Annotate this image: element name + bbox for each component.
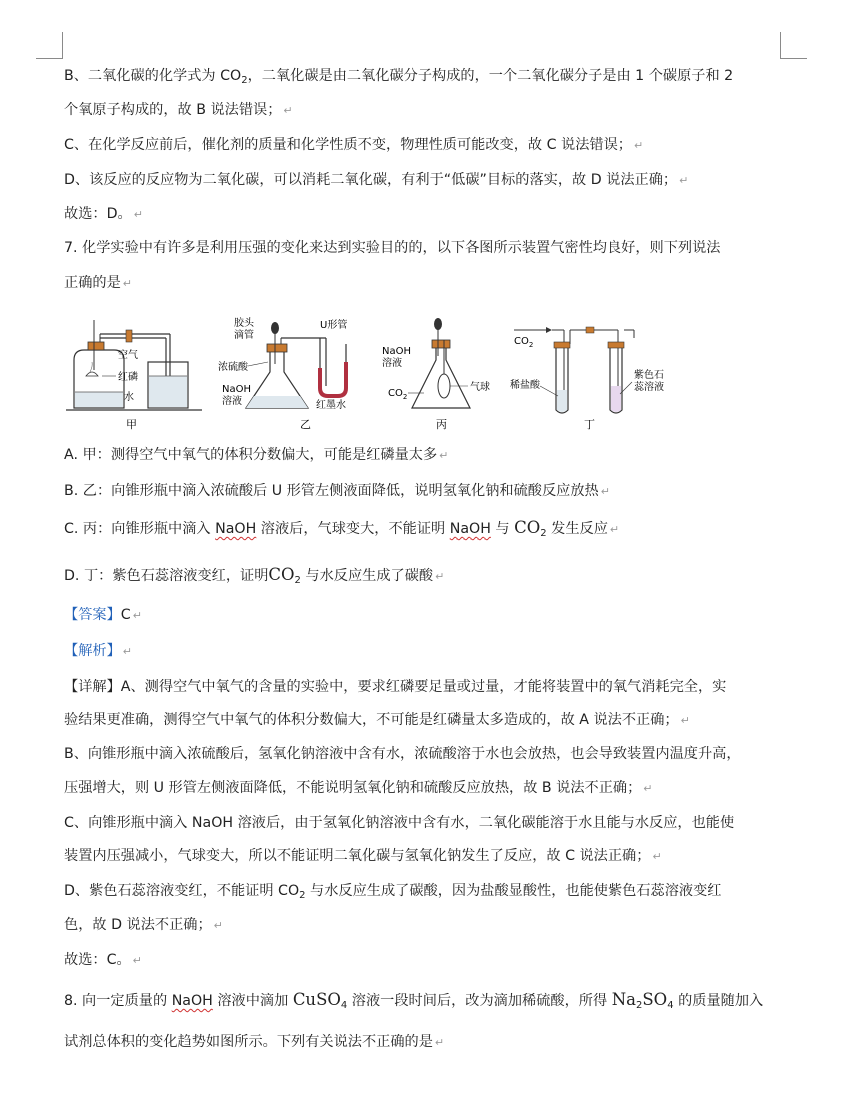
analysis-heading: 【解析】 ↵ (64, 643, 132, 659)
text-line: C、在化学反应前后，催化剂的质量和化学性质不变，物理性质可能改变，故 C 说法错误； ↵ (64, 137, 644, 153)
detail-line: B、向锥形瓶中滴入浓硫酸后，氢氧化钠溶液中含有水，浓硫酸溶于水也会放热，也会导致装置内温度升高， (64, 746, 741, 762)
detail-line: 压强增大，则 U 形管左侧液面降低，不能说明氢氧化钠和硫酸反应放热，故 B 说法不正确； ↵ (64, 780, 653, 796)
label-dilute-hcl: 稀盐酸 (510, 380, 540, 391)
label-water: 水 (124, 392, 134, 403)
label-ding: 丁 (584, 418, 595, 431)
label-naoh: NaOH (382, 346, 411, 357)
label-naoh: 溶液 (382, 358, 402, 369)
label-red-ink: 红墨水 (316, 400, 346, 411)
page-corner-mark-top-right (780, 32, 807, 59)
detail-line: 色，故 D 说法不正确； ↵ (64, 917, 223, 933)
label-naoh: 溶液 (222, 396, 242, 407)
apparatus-yi (218, 316, 347, 431)
label-balloon: 气球 (470, 382, 490, 393)
label-litmus: 蕊溶液 (634, 382, 664, 393)
text-line: 个氧原子构成的，故 B 说法错误； ↵ (64, 102, 293, 118)
answer: 【答案】C ↵ (64, 607, 142, 623)
apparatus-ding (510, 327, 664, 431)
question-8-stem: 试剂总体积的变化趋势如图所示。下列有关说法不正确的是 ↵ (64, 1034, 445, 1050)
question-7-stem: 正确的是 ↵ (64, 275, 132, 291)
text-line: 故选：D。 ↵ (64, 206, 143, 222)
label-jia: 甲 (126, 418, 137, 431)
label-litmus: 紫色石 (634, 370, 664, 381)
label-bing: 丙 (436, 418, 447, 431)
detail-line: 【详解】A、测得空气中氧气的含量的实验中，要求红磷要足量或过量，才能将装置中的氧气消耗完全，实 (64, 679, 727, 695)
label-yi: 乙 (300, 418, 311, 431)
detail-line: 故选：C。 ↵ (64, 952, 142, 968)
label-air: 空气 (118, 350, 138, 361)
option-b: B. 乙：向锥形瓶中滴入浓硫酸后 U 形管左侧液面降低，说明氢氧化钠和硫酸反应放热 ↵ (64, 483, 610, 499)
option-a: A. 甲：测得空气中氧气的体积分数偏大，可能是红磷量太多 ↵ (64, 447, 449, 463)
question-8-stem: 8. 向一定质量的 NaOH 溶液中滴加 CuSO$_4$ 溶液一段时间后，改为滴加稀硫酸，所得 $Na_2SO_4$ 的质量随加入 (64, 990, 764, 1011)
option-d: D. 丁：紫色石蕊溶液变红，证明$CO_2$ 与水反应生成了碳酸 ↵ (64, 565, 445, 586)
label-dropper: 胶头 (234, 318, 254, 329)
label-co2-inlet: $CO_2$ (514, 336, 534, 349)
page-corner-mark-top-left (36, 32, 63, 59)
label-dropper: 滴管 (234, 330, 254, 341)
detail-line: D、紫色石蕊溶液变红，不能证明 $CO_2$ 与水反应生成了碳酸，因为盐酸显酸性，也能使紫色石蕊溶液变红 (64, 883, 722, 901)
detail-line: C、向锥形瓶中滴入 NaOH 溶液后，由于氢氧化钠溶液中含有水，二氧化碳能溶于水且能与水反应，也能使 (64, 815, 735, 831)
label-u-tube: U形管 (320, 320, 348, 331)
question-7-stem: 7. 化学实验中有许多是利用压强的变化来达到实验目的的，以下各图所示装置气密性均良好，则下列说法 (64, 240, 721, 256)
label-naoh: NaOH (222, 384, 251, 395)
apparatus-jia (66, 320, 202, 431)
option-c: C. 丙：向锥形瓶中滴入 NaOH 溶液后，气球变大，不能证明 NaOH 与 $CO_2$ 发生反应 ↵ (64, 518, 620, 539)
label-co2: $CO_2$ (388, 388, 408, 401)
text-line: D、该反应的反应物为二氧化碳，可以消耗二氧化碳，有利于“低碳”目标的落实，故 D 说法正确； ↵ (64, 172, 689, 188)
detail-line: 验结果更准确，测得空气中氧气的体积分数偏大，不可能是红磷量太多造成的，故 A 说法不正确； ↵ (64, 712, 690, 728)
experiment-figure (62, 316, 692, 432)
apparatus-bing (382, 318, 490, 431)
label-conc-sulfuric-acid: 浓硫酸 (218, 362, 248, 373)
text-line: B、二氧化碳的化学式为 $CO_2$，二氧化碳是由二氧化碳分子构成的，一个二氧化碳分子是由 1 个碳原子和 2 (64, 68, 734, 86)
label-red-phosphorus: 红磷 (118, 372, 138, 383)
detail-line: 装置内压强减小，气球变大，所以不能证明二氧化碳与氢氧化钠发生了反应，故 C 说法正确； ↵ (64, 848, 662, 864)
